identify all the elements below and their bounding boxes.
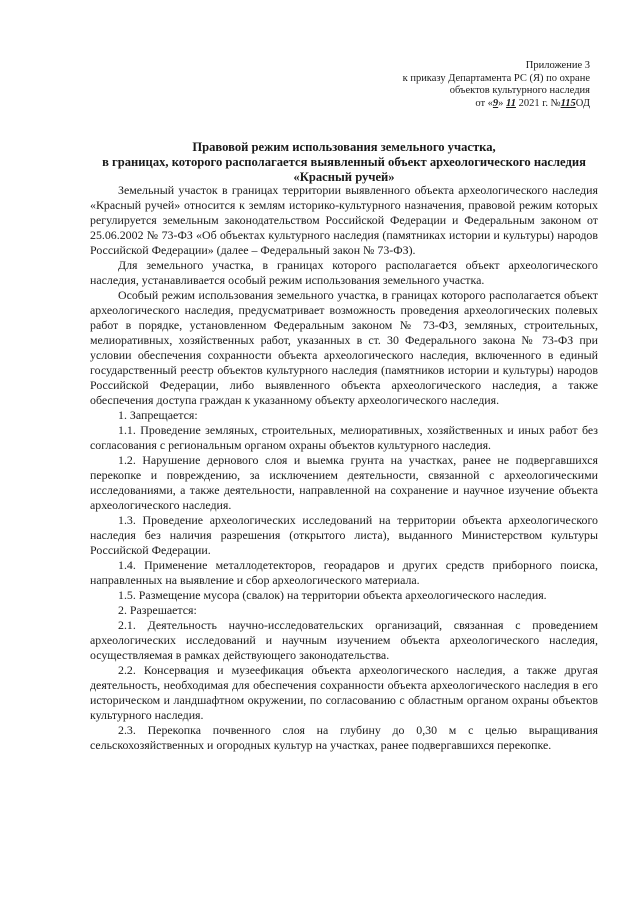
item-2-3: 2.3. Перекопка почвенного слоя на глубину до 0,30 м с целью выращивания сельскохозяйственных и огородных культур на участках, ранее подвергавшихся перекопке. xyxy=(90,723,598,752)
item-1-5: 1.5. Размещение мусора (свалок) на территории объекта археологического наследия. xyxy=(118,588,547,602)
item-1-3: 1.3. Проведение археологических исследований на территории объекта археологического наследия без наличия разрешения (открытого листа), выданного Министерством культуры Российской Федерации. xyxy=(90,513,598,557)
heading-permitted: 2. Разрешается: xyxy=(118,603,197,617)
annex-header xyxy=(330,60,590,110)
paragraph-regime-details: Особый режим использования земельного участка, в границах которого располагается объект археологического наследия, предусматривает возможность проведения археологических полевых работ в порядке, установленном Федеральным законом № 73-ФЗ, земляных, строительных, мелиоративных, хозяйственных работ, указанных в ст. 30 Федерального закона № 73-ФЗ при условии обеспечения сохранности объекта археологического наследия, включенного в единый государственный реестр объектов культурного наследия (памятников истории и культуры) народов Российской Федерации, либо выявленного объекта археологического наследия, а также обеспечения доступа граждан к указанному объекту археологического наследия. xyxy=(90,288,598,407)
annex-order-line-2: объектов культурного наследия xyxy=(449,85,590,96)
title-line-1: Правовой режим использования земельного участка, xyxy=(192,140,496,154)
item-1-4: 1.4. Применение металлодетекторов, георадаров и других средств приборного поиска, направленных на выявление и сбор археологического материала. xyxy=(90,558,598,587)
handwritten-month: 11 xyxy=(506,97,516,109)
title-line-2: в границах, которого располагается выявленный объект археологического наследия xyxy=(102,155,586,169)
item-2-2: 2.2. Консервация и музеефикация объекта археологического наследия, а также другая деятельность, необходимая для обеспечения сохранности объекта археологического наследия в его историческом и ландшафтном окружении, по согласованию с областным органом охраны объектов культурного наследия. xyxy=(90,663,598,722)
document-body xyxy=(90,183,598,753)
annex-title: Приложение 3 xyxy=(525,60,590,71)
document-title xyxy=(84,140,604,185)
item-1-1: 1.1. Проведение земляных, строительных, мелиоративных, хозяйственных и иных работ без согласования с региональным органом охраны объектов культурного наследия. xyxy=(90,423,598,452)
item-1-2: 1.2. Нарушение дернового слоя и выемка грунта на участках, ранее не подвергавшихся перекопке и повреждению, за исключением деятельности, связанной с археологическими исследованиями, а также деятельности, направленной на сохранение и научное изучение объекта археологического наследия. xyxy=(90,453,598,512)
paragraph-intro: Земельный участок в границах территории выявленного объекта археологического наследия «Красный ручей» относится к землям историко-культурного назначения, правовой режим которых регулируется земельным законодательством Российской Федерации и Федеральным законом от 25.06.2002 № 73-ФЗ «Об объектах культурного наследия (памятниках истории и культуры) народов Российской Федерации» (далее – Федеральный закон № 73-ФЗ). xyxy=(90,183,598,257)
annex-date-line: от «9» 11 2021 г. №115ОД xyxy=(475,97,590,109)
item-2-1: 2.1. Деятельность научно-исследовательских организаций, связанная с проведением археологических исследований и научным изучением объекта археологического наследия, осуществляемая в рамках действующего законодательства. xyxy=(90,618,598,662)
heading-prohibited: 1. Запрещается: xyxy=(118,408,198,422)
handwritten-number: 115 xyxy=(560,97,576,109)
paragraph-special-regime: Для земельного участка, в границах которого располагается объект археологического наследия, устанавливается особый режим использования земельного участка. xyxy=(90,258,598,287)
handwritten-day: 9 xyxy=(492,97,499,109)
title-line-3: «Красный ручей» xyxy=(293,170,395,184)
annex-order-line: к приказу Департамента РС (Я) по охране xyxy=(402,72,590,84)
